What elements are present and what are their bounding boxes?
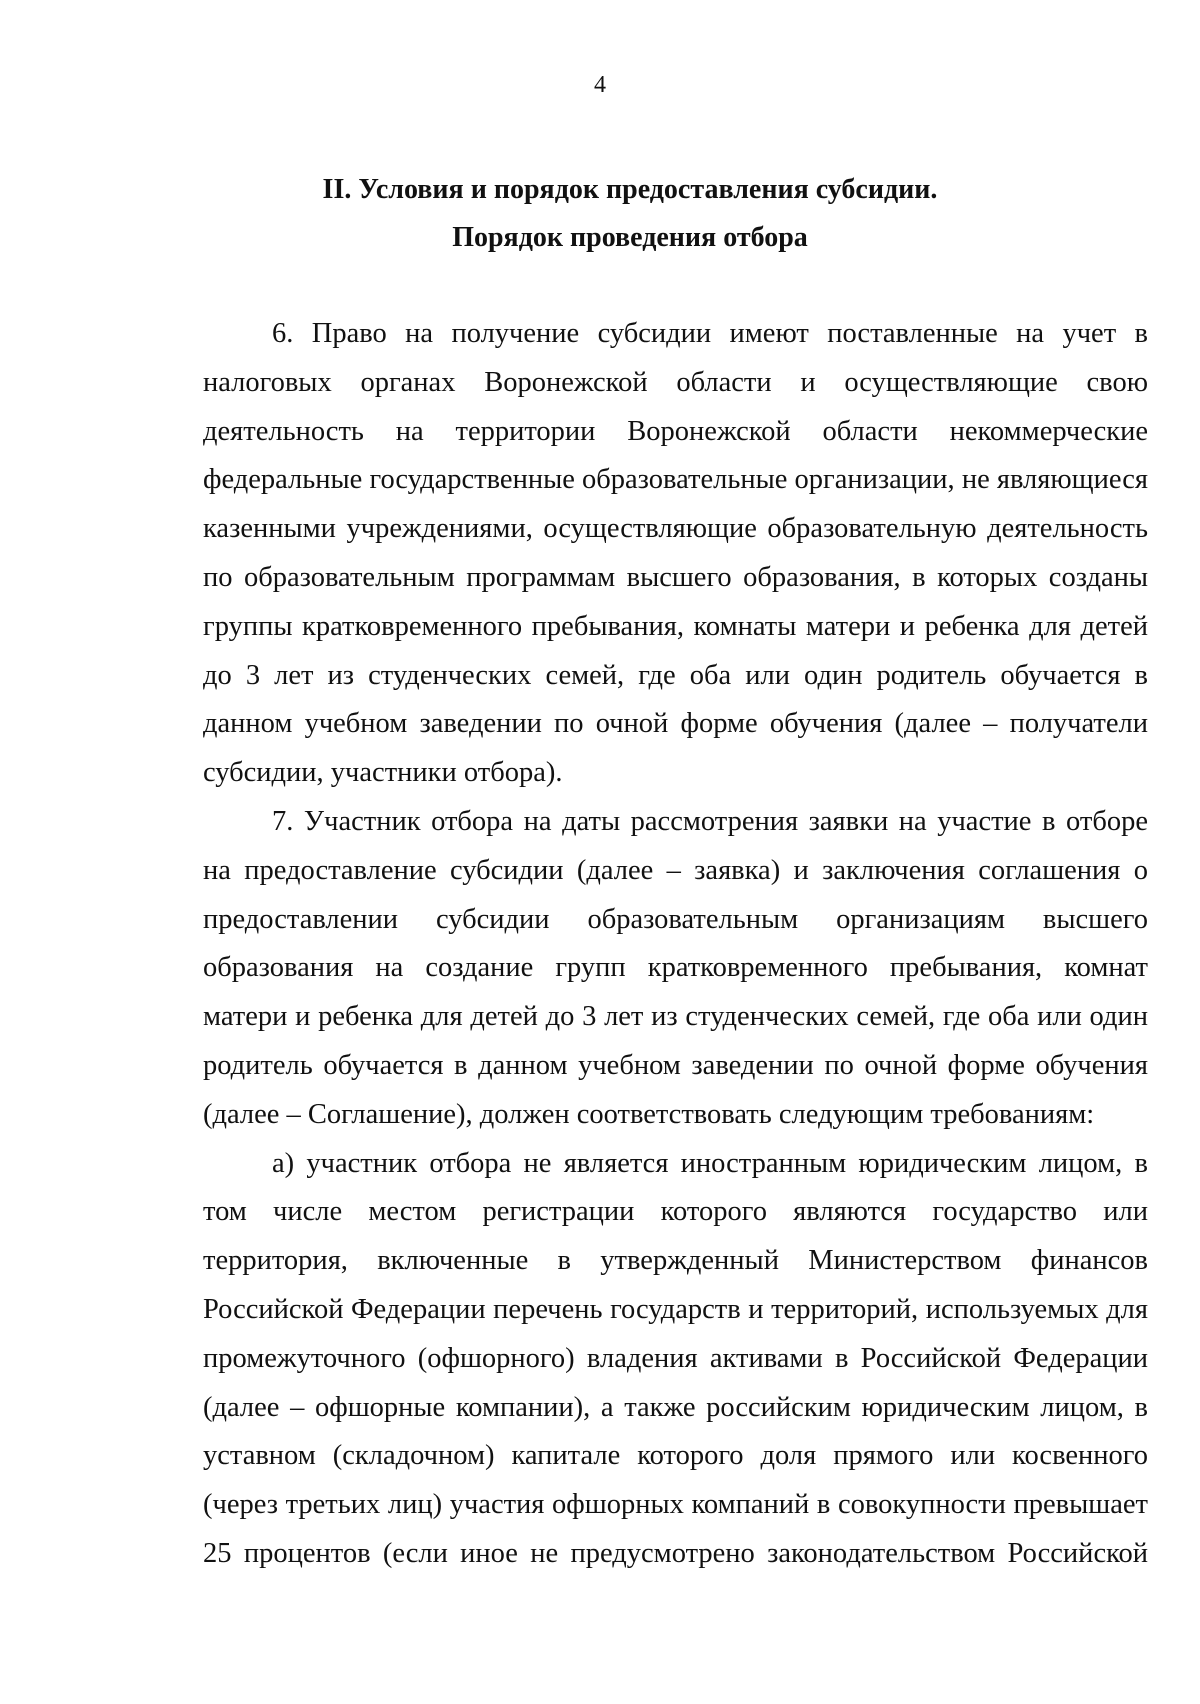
paragraph-7: 7. Участник отбора на даты рассмотрения заявки на участие в отборе на предоставление субсидии (далее – заявка) и заключения соглашения о предоставлении субсидии образовательным организациям высшего образования на создание групп кратковременного пребывания, комнат матери и ребенка для детей до 3 лет из студенческих семей, где оба или один родитель обучается в данном учебном заведении по очной форме обучения (далее – Соглашение), должен соответствовать следующим требованиям: [203, 805, 1148, 1130]
paragraph-7a: а) участник отбора не является иностранным юридическим лицом, в том числе местом регистрации которого являются государство или территория, включенные в утвержденный Министерством финансов Российской Федерации перечень государств и территорий, используемых для промежуточного (офшорного) владения активами в Российской Федерации (далее – офшорные компании), а также российским юридическим лицом, в уставном (складочном) капитале которого доля прямого или косвенного (через третьих лиц) участия офшорных компаний в совокупности превышает 25 процентов (если иное не предусмотрено законодательством Российской [203, 1147, 1148, 1569]
page-number: 4 [594, 72, 606, 98]
section-subtitle: Порядок проведения отбора [452, 222, 808, 253]
section-title: II. Условия и порядок предоставления субсидии. [322, 174, 938, 205]
paragraph-6: 6. Право на получение субсидии имеют поставленные на учет в налоговых органах Воронежской области и осуществляющие свою деятельность на территории Воронежской области некоммерческие федеральные государственные образовательные организации, не являющиеся казенными учреждениями, осуществляющие образовательную деятельность по образовательным программам высшего образования, в которых созданы группы кратковременного пребывания, комнаты матери и ребенка для детей до 3 лет из студенческих семей, где оба или один родитель обучается в данном учебном заведении по очной форме обучения (далее – получатели субсидии, участники отбора). [203, 318, 1148, 789]
document-body [203, 310, 1148, 1579]
